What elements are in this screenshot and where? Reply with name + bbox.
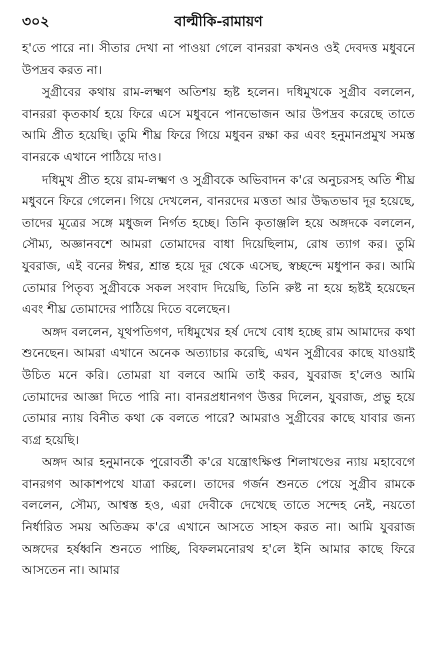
body-text [22, 38, 415, 582]
page-header [22, 10, 415, 30]
paragraph-2: সুগ্রীবের কথায় রাম-লক্ষ্মণ অতিশয় হৃষ্ট হলেন। দধিমুখকে সুগ্রীব বললেন, বানররা কৃতকার্য হয়ে ফিরে এসে মধুবনে পানভোজন আর উপদ্রব করেছে তাতে আমি প্রীত হয়েছি। তুমি শীঘ্র ফিরে গিয়ে মধুবন রক্ষা কর এবং হনুমানপ্রমুখ সমস্ত বানরকে এখানে পাঠিয়ে দাও। [22, 85, 415, 164]
paragraph-1: হ'তে পারে না। সীতার দেখা না পাওয়া গেলে বানররা কখনও ওই দেবদত্ত মধুবনে উপদ্রব করত না। [22, 41, 415, 77]
page-number: ৩০২ [22, 14, 50, 30]
paragraph-5: অঙ্গদ আর হনুমানকে পুরোবর্তী ক'রে যন্ত্রোৎক্ষিপ্ত শিলাখণ্ডের ন্যায় মহাবেগে বানরগণ আকাশপথে যাত্রা করলে। তাদের গর্জন শুনতে পেয়ে সুগ্রীব রামকে বললেন, সৌম্য, আশ্বস্ত হও, এরা দেবীকে দেখেছে তাতে সন্দেহ নেই, নয়তো নির্ধারিত সময় অতিক্রম ক'রে এখানে আসতে সাহস করত না। আমি যুবরাজ অঙ্গদের হর্ষধ্বনি শুনতে পাচ্ছি, বিফলমনোরথ হ'লে ইনি আমার কাছে ফিরে আসতেন না। আমার [22, 455, 415, 578]
paragraph-4: অঙ্গদ বললেন, যূথপতিগণ, দধিমুখের হর্ষ দেখে বোধ হচ্ছে রাম আমাদের কথা শুনেছেন। আমরা এখানে অনেক অত্যাচার করেছি, এখন সুগ্রীবের কাছে যাওয়াই উচিত মনে করি। তোমরা যা বলবে আমি তাই করব, যুবরাজ হ'লেও আমি তোমাদের আজ্ঞা দিতে পারি না। বানরপ্রধানগণ উত্তর দিলেন, যুবরাজ, প্রভু হয়ে তোমার ন্যায় বিনীত কথা কে বলতে পারে? আমরাও সুগ্রীবের কাছে যাবার জন্য ব্যগ্র হয়েছি। [22, 324, 415, 447]
running-title: বাল্মীকি-রামায়ণ [174, 14, 263, 30]
paragraph-3: দধিমুখ প্রীত হয়ে রাম-লক্ষ্মণ ও সুগ্রীবকে অভিবাদন ক'রে অনুচরসহ অতি শীঘ্র মধুবনে ফিরে গেলেন। গিয়ে দেখলেন, বানরদের মত্ততা আর উদ্ধতভাব দূর হয়েছে, তাদের মূত্রের সঙ্গে মধুজল নির্গত হচ্ছে। তিনি কৃতাঞ্জলি হয়ে অঙ্গদকে বললেন, সৌম্য, অজ্ঞানবশে আমরা তোমাদের বাধা দিয়েছিলাম, রোষ ত্যাগ কর। তুমি যুবরাজ, এই বনের ঈশ্বর, শ্রান্ত হয়ে দূর থেকে এসেছ, স্বচ্ছন্দে মধুপান কর। আমি তোমার পিতৃব্য সুগ্রীবকে সকল সংবাদ দিয়েছি, তিনি রুষ্ট না হয়ে হৃষ্টই হয়েছেন এবং শীঘ্র তোমাদের পাঠিয়ে দিতে বলেছেন। [22, 172, 415, 317]
